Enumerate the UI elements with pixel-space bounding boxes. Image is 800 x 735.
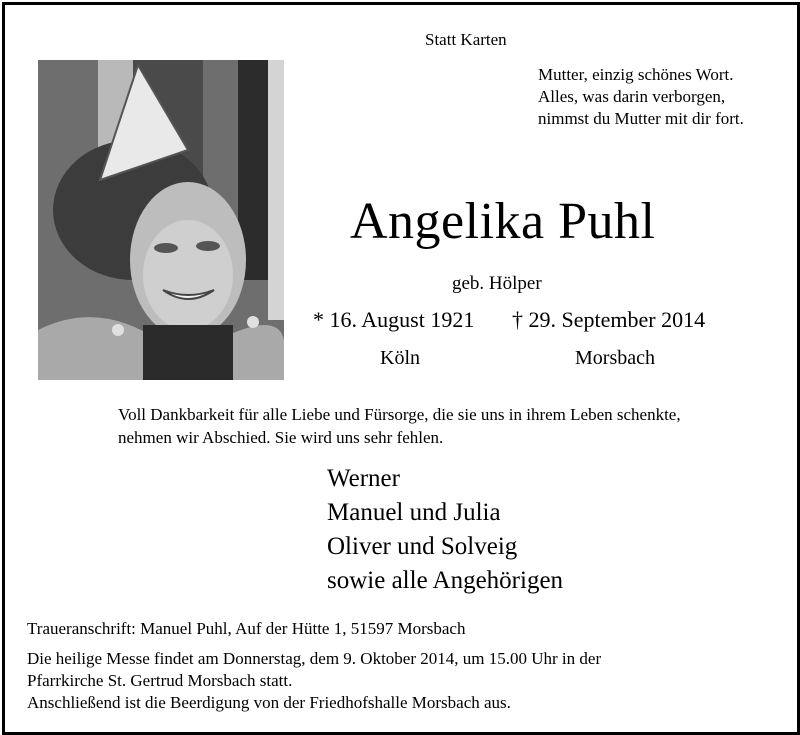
family-member: Werner: [327, 465, 400, 492]
family-member: sowie alle Angehörigen: [327, 567, 564, 594]
poem-line: Mutter, einzig schönes Wort.: [538, 65, 734, 84]
statt-karten-label: Statt Karten: [425, 30, 507, 49]
death-place: Morsbach: [575, 347, 655, 369]
portrait-photo: [38, 60, 284, 380]
mass-line: Anschließend ist die Beerdigung von der Friedhofshalle Morsbach aus.: [27, 693, 511, 712]
poem: [538, 64, 744, 130]
mass-line: Die heilige Messe findet am Donnerstag, dem 9. Oktober 2014, um 15.00 Uhr in der: [27, 649, 602, 668]
death-date: † 29. September 2014: [512, 307, 706, 332]
birth-date: * 16. August 1921: [313, 307, 475, 332]
family-list: [327, 462, 563, 598]
deceased-name: Angelika Puhl: [350, 193, 656, 250]
thanks-line: nehmen wir Abschied. Sie wird uns sehr fehlen.: [118, 428, 444, 447]
poem-line: nimmst du Mutter mit dir fort.: [538, 109, 744, 128]
thanks-text: [118, 403, 681, 449]
family-member: Manuel und Julia: [327, 499, 501, 526]
birth-name: geb. Hölper: [452, 273, 542, 294]
thanks-line: Voll Dankbarkeit für alle Liebe und Fürsorge, die sie uns in ihrem Leben schenkte,: [118, 405, 681, 424]
mass-info: [27, 648, 601, 714]
mass-line: Pfarrkirche St. Gertrud Morsbach statt.: [27, 671, 293, 690]
poem-line: Alles, was darin verborgen,: [538, 87, 726, 106]
family-member: Oliver und Solveig: [327, 533, 518, 560]
birth-place: Köln: [380, 347, 420, 369]
mourning-address: Traueranschrift: Manuel Puhl, Auf der Hütte 1, 51597 Morsbach: [27, 619, 466, 638]
